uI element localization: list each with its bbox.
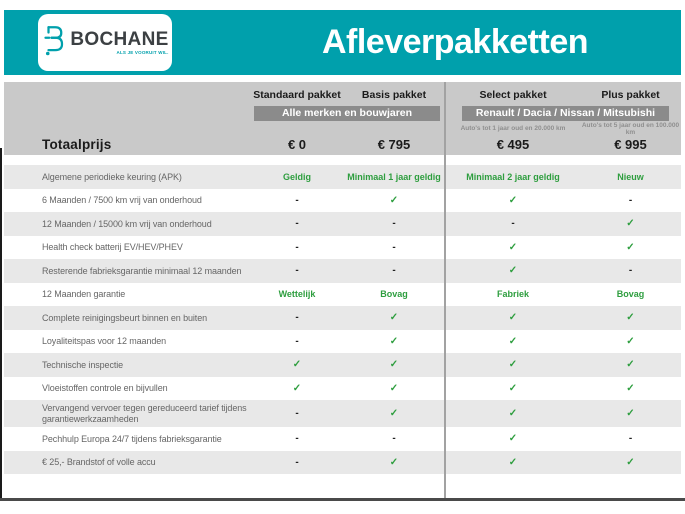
feature-label: Vloeistoffen controle en bijvullen bbox=[42, 383, 168, 394]
feature-value-basis: ✓ bbox=[389, 382, 399, 394]
feature-row bbox=[4, 451, 681, 475]
feature-value-plus: - bbox=[628, 433, 633, 445]
feature-value-select: ✓ bbox=[508, 265, 518, 277]
feature-value-select: ✓ bbox=[508, 241, 518, 253]
feature-label: 12 Maanden garantie bbox=[42, 289, 126, 300]
note-plus: Auto's tot 5 jaar oud en 100.000 km bbox=[581, 121, 680, 136]
page-left-edge-line bbox=[0, 148, 2, 500]
feature-value-basis: ✓ bbox=[389, 194, 399, 206]
feature-value-basis: ✓ bbox=[389, 456, 399, 468]
badge-renault-dacia-nissan-mitsubishi: Renault / Dacia / Nissan / Mitsubishi bbox=[462, 106, 669, 121]
feature-label: Vervangend vervoer tegen gereduceerd tarief tijdens garantiewerkzaamheden bbox=[42, 403, 247, 424]
feature-label: Algemene periodieke keuring (APK) bbox=[42, 171, 182, 182]
feature-row bbox=[4, 236, 681, 260]
feature-label: Pechhulp Europa 24/7 tijdens fabrieksgarantie bbox=[42, 433, 222, 444]
feature-value-select: ✓ bbox=[508, 312, 518, 324]
feature-value-select: ✓ bbox=[508, 335, 518, 347]
feature-value-plus: - bbox=[628, 265, 633, 277]
feature-value-select: ✓ bbox=[508, 433, 518, 445]
note-select: Auto's tot 1 jaar oud en 20.000 km bbox=[460, 125, 566, 132]
feature-table-body bbox=[4, 165, 681, 474]
feature-value-basis: Bovag bbox=[380, 289, 408, 300]
feature-value-standaard: - bbox=[295, 194, 299, 206]
feature-value-standaard: - bbox=[295, 241, 299, 253]
feature-row bbox=[4, 427, 681, 451]
feature-value-select: ✓ bbox=[508, 456, 518, 468]
feature-value-plus: Nieuw bbox=[617, 171, 644, 182]
price-basis: € 795 bbox=[377, 137, 411, 152]
feature-label: Resterende fabrieksgarantie minimaal 12 maanden bbox=[42, 265, 242, 276]
feature-label: Loyaliteitspas voor 12 maanden bbox=[42, 336, 167, 347]
feature-value-standaard: ✓ bbox=[292, 359, 302, 371]
feature-value-select: - bbox=[511, 218, 515, 230]
feature-value-standaard: Wettelijk bbox=[278, 289, 316, 300]
feature-value-basis: - bbox=[392, 265, 396, 277]
feature-label: € 25,- Brandstof of volle accu bbox=[42, 457, 156, 468]
column-header-plus: Plus pakket bbox=[601, 89, 660, 101]
page-title: Afleverpakketten bbox=[321, 23, 588, 61]
feature-value-select: ✓ bbox=[508, 194, 518, 206]
feature-value-plus: ✓ bbox=[626, 408, 635, 419]
feature-value-basis: ✓ bbox=[389, 335, 399, 347]
feature-value-standaard: - bbox=[295, 265, 299, 277]
header-banner bbox=[4, 10, 681, 75]
feature-row bbox=[4, 400, 681, 427]
column-header-basis: Basis pakket bbox=[361, 89, 427, 101]
feature-value-plus: ✓ bbox=[626, 335, 635, 347]
feature-value-basis: ✓ bbox=[389, 312, 399, 324]
feature-label: 12 Maanden / 15000 km vrij van onderhoud bbox=[42, 218, 212, 229]
feature-value-basis: ✓ bbox=[389, 408, 399, 419]
feature-row bbox=[4, 330, 681, 354]
feature-label: 6 Maanden / 7500 km vrij van onderhoud bbox=[42, 195, 202, 206]
feature-value-basis: - bbox=[392, 433, 396, 445]
feature-value-plus: ✓ bbox=[626, 218, 635, 230]
feature-value-standaard: - bbox=[295, 218, 299, 230]
feature-value-standaard: - bbox=[295, 312, 299, 324]
feature-value-plus: - bbox=[628, 194, 633, 206]
page-bottom-edge-line bbox=[0, 498, 685, 501]
feature-value-select: Fabriek bbox=[496, 289, 529, 300]
feature-value-select: ✓ bbox=[508, 408, 518, 419]
feature-value-standaard: Geldig bbox=[282, 171, 311, 182]
feature-value-select: ✓ bbox=[508, 382, 518, 394]
feature-value-select: ✓ bbox=[508, 359, 518, 371]
badge-all-brands: Alle merken en bouwjaren bbox=[254, 106, 440, 121]
feature-value-standaard: - bbox=[295, 408, 299, 419]
bochane-logo-tagline: ALS JE VOORUIT WIL. bbox=[116, 49, 169, 55]
feature-row bbox=[4, 212, 681, 236]
feature-value-plus: Bovag bbox=[616, 289, 645, 300]
feature-value-basis: ✓ bbox=[389, 359, 399, 371]
column-header-standaard: Standaard pakket bbox=[253, 89, 341, 101]
feature-row bbox=[4, 353, 681, 377]
feature-row bbox=[4, 283, 681, 307]
bochane-logo-text: BOCHANE bbox=[70, 28, 169, 50]
feature-value-select: Minimaal 2 jaar geldig bbox=[466, 171, 560, 182]
feature-row bbox=[4, 189, 681, 213]
feature-value-plus: ✓ bbox=[626, 241, 635, 253]
bochane-logo-icon bbox=[41, 23, 65, 62]
feature-value-basis: - bbox=[392, 241, 396, 253]
feature-row bbox=[4, 259, 681, 283]
feature-value-standaard: - bbox=[295, 335, 299, 347]
price-plus: € 995 bbox=[614, 137, 647, 152]
feature-row bbox=[4, 165, 681, 189]
brand-badges-row bbox=[4, 106, 681, 121]
feature-row bbox=[4, 306, 681, 330]
total-price-row bbox=[4, 137, 681, 152]
feature-label: Health check batterij EV/HEV/PHEV bbox=[42, 242, 183, 253]
feature-value-standaard: - bbox=[295, 433, 299, 445]
bochane-logo bbox=[38, 14, 172, 71]
column-header-select: Select pakket bbox=[479, 89, 547, 101]
feature-value-plus: ✓ bbox=[626, 456, 635, 468]
feature-row bbox=[4, 377, 681, 401]
feature-label: Technische inspectie bbox=[42, 359, 124, 370]
feature-value-basis: - bbox=[392, 218, 396, 230]
feature-value-plus: ✓ bbox=[626, 382, 635, 394]
feature-value-basis: Minimaal 1 jaar geldig bbox=[347, 171, 441, 182]
feature-value-standaard: ✓ bbox=[292, 382, 302, 394]
feature-value-plus: ✓ bbox=[626, 359, 635, 371]
feature-label: Complete reinigingsbeurt binnen en buiten bbox=[42, 312, 208, 323]
column-divider-line bbox=[444, 82, 446, 499]
price-select: € 495 bbox=[496, 137, 530, 152]
feature-value-standaard: - bbox=[295, 456, 299, 468]
package-headers-row bbox=[4, 82, 681, 101]
price-standaard: € 0 bbox=[287, 137, 307, 152]
total-price-label: Totaalprijs bbox=[42, 137, 112, 152]
table-header-band bbox=[4, 82, 681, 155]
age-notes-row bbox=[4, 121, 681, 136]
feature-value-plus: ✓ bbox=[626, 312, 635, 324]
